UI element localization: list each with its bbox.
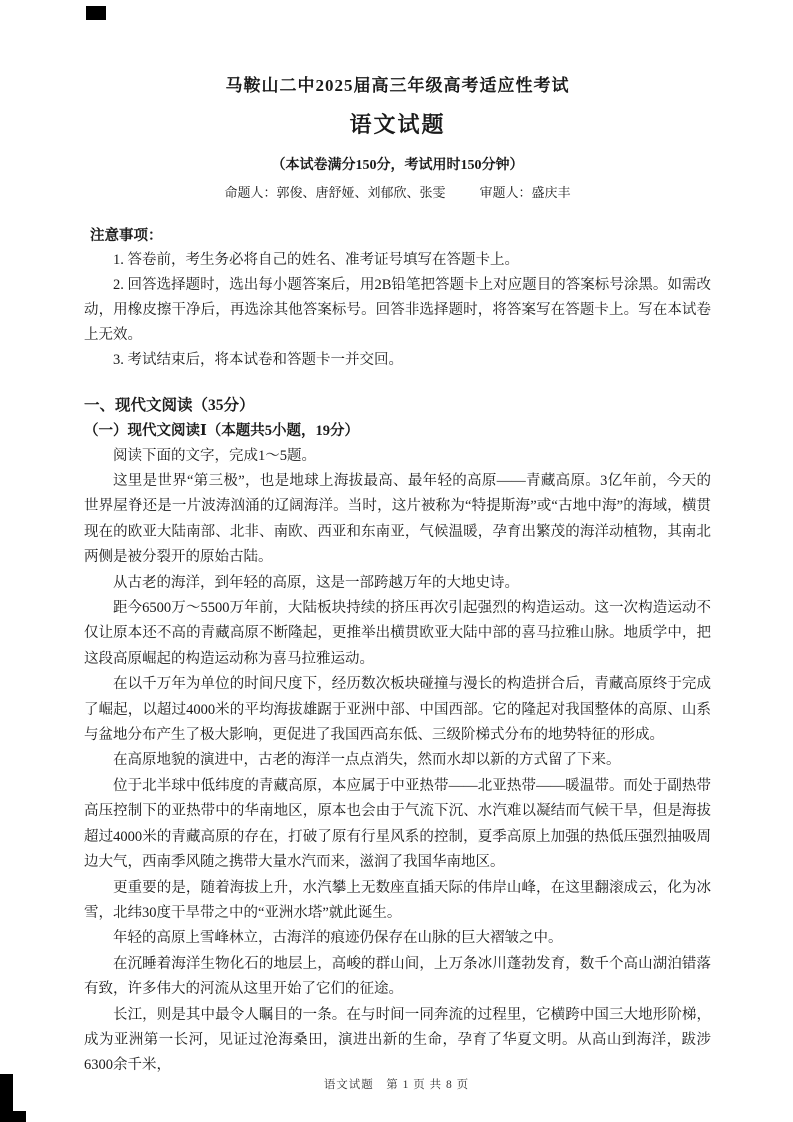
- notice-item-2: 2. 回答选择题时，选出每小题答案后，用2B铅笔把答题卡上对应题目的答案标号涂黑。如需改动，用橡皮擦干净后，再选涂其他答案标号。回答非选择题时，将答案写在答题卡上。写在本试卷上无效。: [84, 277, 711, 343]
- notice-item-1: 1. 答卷前，考生务必将自己的姓名、准考证号填写在答题卡上。: [113, 252, 519, 268]
- passage-paragraph-4: 在以千万年为单位的时间尺度下，经历数次板块碰撞与漫长的构造拼合后，青藏高原终于完成了崛起，以超过4000米的平均海拔雄踞于亚洲中部、中国西部。它的隆起对我国整体的高原、山系与盆地分布产生了极大影响，更促进了我国西高东低、三级阶梯式分布的地势特征的形成。: [84, 676, 711, 744]
- scan-mark-top-left: [86, 6, 106, 20]
- subsection-heading-reading-1: （一）现代文阅读Ⅰ（本题共5小题，19分）: [84, 423, 360, 439]
- reviewer-label: 审题人：盛庆丰: [479, 185, 571, 200]
- scan-mark-bottom-left-foot: [0, 1111, 26, 1122]
- passage-paragraph-6: 位于北半球中低纬度的青藏高原，本应属于中亚热带——北亚热带——暖温带。而处于副热带高压控制下的亚热带中的华南地区，原本也会由于气流下沉、水汽难以凝结而气候干旱，但是海拔超过4000米的青藏高原的存在，打破了原有行星风系的控制，夏季高原上加强的热低压强烈抽吸周边大气，西南季风随之携带大量水汽而来，滋润了我国华南地区。: [84, 777, 711, 871]
- passage-paragraph-2: 从古老的海洋，到年轻的高原，这是一部跨越万年的大地史诗。: [113, 574, 519, 591]
- subject-title: 语文试题: [349, 112, 446, 137]
- exam-info-line: （本试卷满分150分，考试用时150分钟）: [271, 158, 524, 173]
- reading-instruction: 阅读下面的文字，完成1～5题。: [113, 448, 316, 464]
- section-heading-modern-reading: 一、现代文阅读（35分）: [84, 397, 255, 414]
- authors-line: [84, 184, 711, 202]
- passage-paragraph-8: 年轻的高原上雪峰林立，古海洋的痕迹仍保存在山脉的巨大褶皱之中。: [113, 930, 563, 947]
- passage-paragraph-1: 这里是世界“第三极”，也是地球上海拔最高、最年轻的高原——青藏高原。3亿年前，今天的世界屋脊还是一片波涛汹涌的辽阔海洋。当时，这片被称为“特提斯海”或“古地中海”的海域，横贯现在的欧亚大陆南部、北非、南欧、西亚和东南亚，气候温暖，孕育出繁茂的海洋动植物，其南北两侧是被分裂开的原始古陆。: [84, 473, 711, 566]
- setters-label: 命题人：郭俊、唐舒娅、刘郁欣、张雯: [224, 185, 446, 200]
- exam-title: 马鞍山二中2025届高三年级高考适应性考试: [225, 76, 570, 95]
- passage-paragraph-10: 长江，则是其中最令人瞩目的一条。在与时间一同奔流的过程里，它横跨中国三大地形阶梯，成为亚洲第一长河，见证过沧海桑田，演进出新的生命，孕育了华夏文明。从高山到海洋，跋涉6300余千米，: [84, 1006, 711, 1074]
- passage-paragraph-5: 在高原地貌的演进中，古老的海洋一点点消失，然而水却以新的方式留了下来。: [113, 752, 621, 769]
- passage-paragraph-7: 更重要的是，随着海拔上升，水汽攀上无数座直插天际的伟岸山峰，在这里翻滚成云，化为冰雪，北纬30度干旱带之中的“亚洲水塔”就此诞生。: [84, 879, 711, 921]
- passage-paragraph-9: 在沉睡着海洋生物化石的地层上，高峻的群山间，上万条冰川蓬勃发育，数千个高山湖泊错落有致，许多伟大的河流从这里开始了它们的征途。: [84, 955, 711, 998]
- notice-title: 注意事项：: [90, 228, 163, 244]
- notice-item-3: 3. 考试结束后，将本试卷和答题卡一并交回。: [113, 352, 403, 368]
- passage-paragraph-3: 距今6500万～5500万年前，大陆板块持续的挤压再次引起强烈的构造运动。这一次构造运动不仅让原本还不高的青藏高原不断隆起，更推举出横贯欧亚大陆中部的喜马拉雅山脉。地质学中，把这段高原崛起的构造运动称为喜马拉雅运动。: [84, 600, 711, 667]
- page-footer: 语文试题 第 1 页 共 8 页: [323, 1079, 470, 1091]
